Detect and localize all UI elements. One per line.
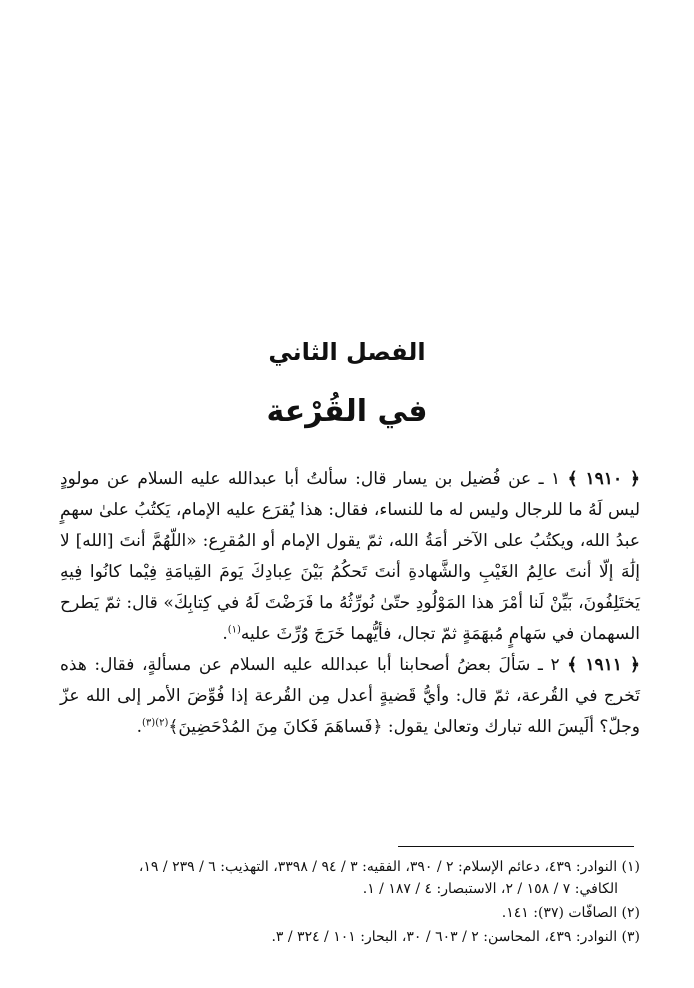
chapter-title: الفصل الثاني [268, 338, 426, 366]
footnote-line: الكافي: ٧ / ١٥٨ / ٢، الاستبصار: ٤ / ١٨٧ / ١. [362, 881, 618, 897]
hadith-number: ﴿ ١٩١٠ ﴾ [567, 469, 640, 489]
footnote [60, 856, 640, 900]
footnote-line: (٣) النوادر: ٤٣٩، المحاسن: ٢ / ٦٠٣ / ٣٠، البحار: ١٠١ / ٣٢٤ / ٣. [271, 929, 640, 945]
hadith-text: ٢ ـ سَألَ بعضُ أصحابنا أبا عبدالله عليه السلام عن مسألةٍ، فقال: هذه تَخرج في القُرعة، ثمّ قال: وأيُّ قَضيةٍ أعدل مِن القُرعة إذا فُوِّضَ الأمر إلى الله عزّ وجلّ؟ ألَيسَ الله تبارك وتعالىٰ يقول: ﴿فَساهَمَ فَكانَ مِنَ المُدْحَضِينَ﴾ [60, 655, 640, 737]
hadith-number: ﴿ ١٩١١ ﴾ [567, 655, 640, 675]
hadith-text-end: . [222, 624, 228, 644]
footnote-divider [398, 846, 634, 847]
footnote-line: (١) النوادر: ٤٣٩، دعائم الإسلام: ٢ / ٣٩٠، الفقيه: ٣ / ٩٤ / ٣٣٩٨، التهذيب: ٦ / ٢٣٩ / ١٩، [138, 859, 640, 875]
footnote [60, 902, 640, 924]
footnote [60, 926, 640, 948]
hadith-paragraph [60, 650, 640, 743]
chapter-subtitle: في القُرْعة [266, 394, 428, 429]
hadith-paragraph [60, 464, 640, 650]
hadith-text-end: . [136, 717, 143, 737]
footnote-ref: (٢)(٣) [142, 717, 169, 729]
footnote-line: (٢) الصافّات (٣٧): ١٤١. [501, 905, 640, 921]
footnotes [60, 856, 640, 950]
footnote-ref: (١) [227, 624, 241, 636]
body-text [60, 464, 640, 743]
hadith-text: ١ ـ عن فُضيل بن يسار قال: سألتُ أبا عبدالله عليه السلام عن مولودٍ ليس لَهُ ما للرجال وليس له ما للنساء، فقال: هذا يُقرَع عليه الإمام، يَكتُبُ علىٰ سهمٍ عبدُ الله، ويكتُبُ على الآخر أمَةُ الله، ثمّ يقول الإمام أو المُقرِع: «اللّهُمَّ أنتَ [الله] لا إلَٰهَ إلّا أنتَ عالِمُ الغَيْبِ والشَّهادةِ أنتَ تَحكُمُ بَيْنَ عِبادِكَ يَومَ القِيامَةِ فِيْما كانُوا فِيهِ يَختَلِفُونَ، بَيِّنْ لَنا أمْرَ هذا المَوْلُودِ حتّىٰ نُورِّثُهُ ما فَرَضْتَ لَهُ في كِتابِكَ» قال: ثمّ يَطرح السهمان في سَهامٍ مُبهَمَةٍ ثمّ تجال، فأيُّهما خَرَجَ وُرِّثَ عليه [60, 469, 640, 644]
